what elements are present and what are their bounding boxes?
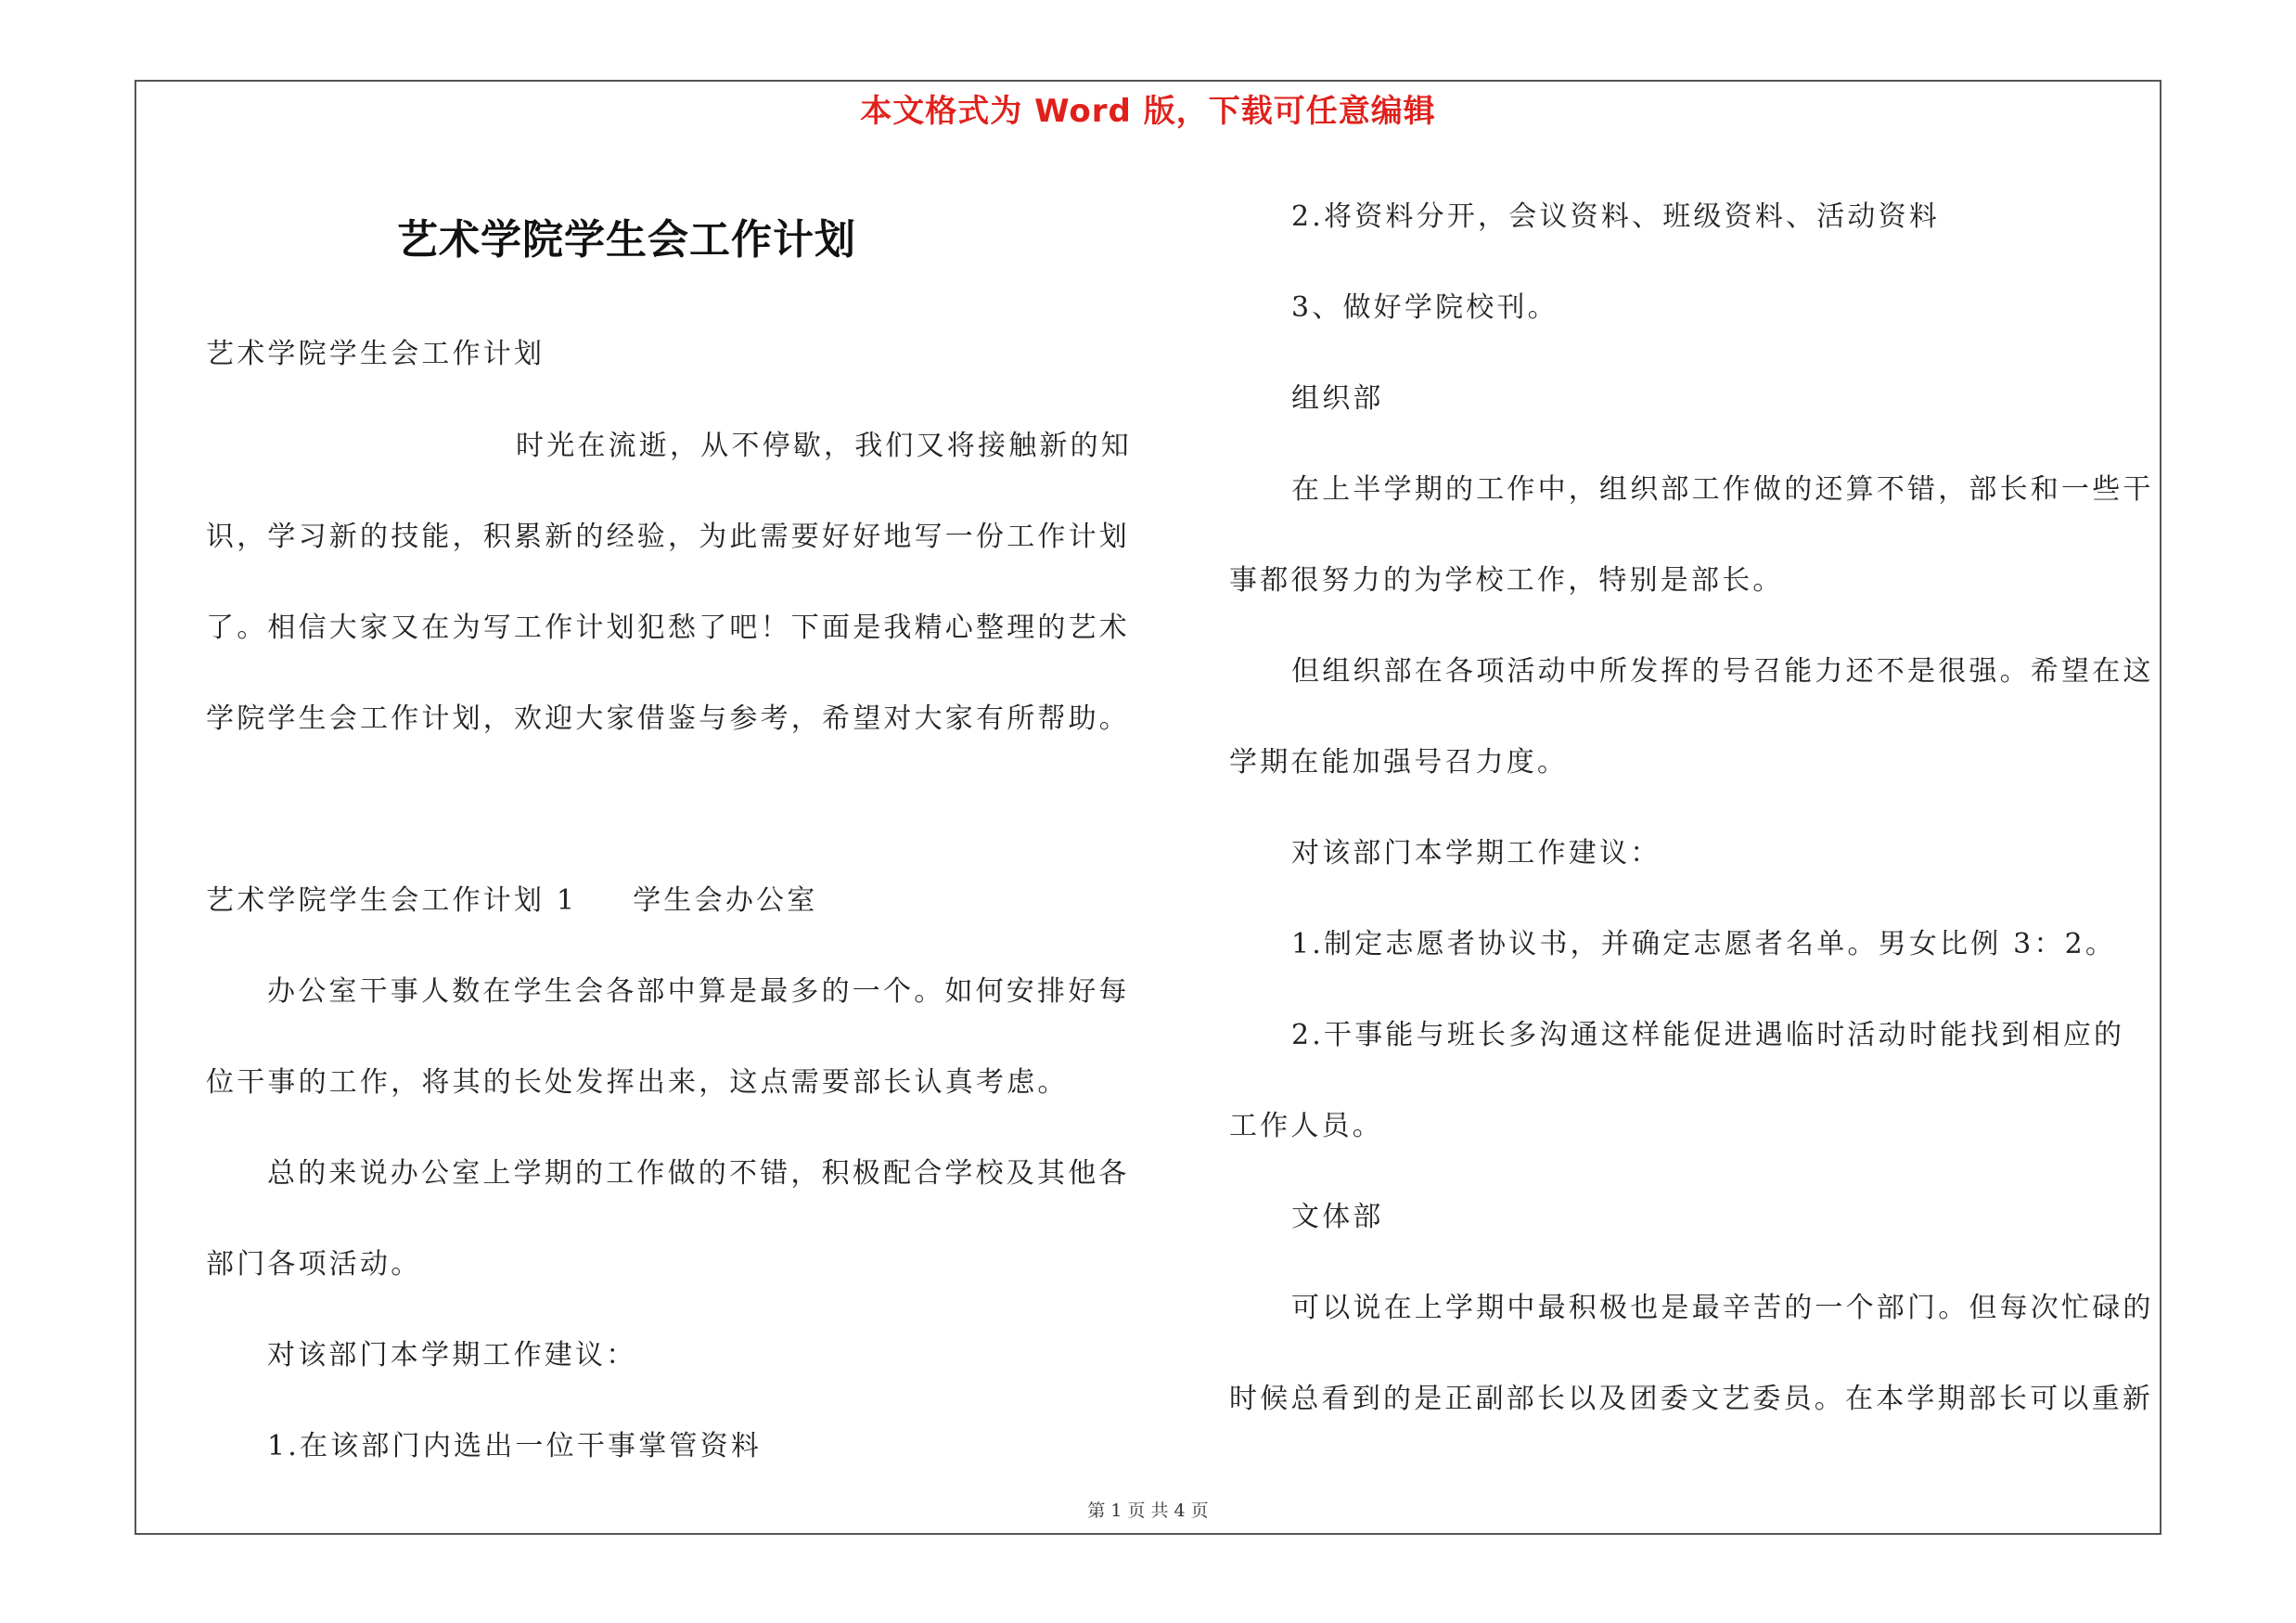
paragraph-line: 部门各项活动。	[206, 1248, 422, 1281]
header-notice: 本文格式为 Word 版，下载可任意编辑	[860, 93, 1436, 130]
paragraph-line: 学院学生会工作计划，欢迎大家借鉴与参考，希望对大家有所帮助。	[206, 702, 1130, 735]
paragraph-line: 时候总看到的是正副部长以及团委文艺委员。在本学期部长可以重新	[1229, 1383, 2153, 1415]
paragraph-line: 总的来说办公室上学期的工作做的不错，积极配合学校及其他各	[267, 1157, 1130, 1190]
paragraph-line: 1.在该部门内选出一位干事掌管资料	[267, 1430, 763, 1462]
department-name: 学生会办公室	[633, 884, 818, 917]
paragraph-line: 事都很努力的为学校工作，特别是部长。	[1229, 564, 1784, 597]
paragraph-line: 工作人员。	[1229, 1110, 1383, 1142]
section-heading-line	[206, 877, 817, 918]
page-footer: 第 1 页 共 4 页	[1087, 1501, 1209, 1521]
paragraph-line: 在上半学期的工作中，组织部工作做的还算不错，部长和一些干	[1291, 473, 2154, 506]
department-heading: 文体部	[1291, 1201, 1384, 1233]
paragraph-line: 2.将资料分开，会议资料、班级资料、活动资料	[1291, 200, 1941, 233]
paragraph-line: 位干事的工作，将其的长处发挥出来，这点需要部长认真考虑。	[206, 1066, 1069, 1099]
document-title: 艺术学院学生会工作计划	[397, 216, 856, 264]
paragraph-line: 学期在能加强号召力度。	[1229, 746, 1569, 779]
section-heading: 艺术学院学生会工作计划 1	[206, 884, 578, 917]
paragraph-line: 可以说在上学期中最积极也是最辛苦的一个部门。但每次忙碌的	[1291, 1292, 2154, 1324]
paragraph-line: 办公室干事人数在学生会各部中算是最多的一个。如何安排好每	[267, 975, 1130, 1008]
paragraph-line: 识，学习新的技能，积累新的经验，为此需要好好地写一份工作计划	[206, 521, 1130, 553]
paragraph-line: 对该部门本学期工作建议：	[267, 1339, 637, 1372]
paragraph-line: 3、做好学院校刊。	[1291, 291, 1558, 324]
paragraph-line: 艺术学院学生会工作计划	[206, 338, 545, 370]
paragraph-line: 时光在流逝，从不停歇，我们又将接触新的知	[516, 430, 1132, 462]
paragraph-line: 了。相信大家又在为写工作计划犯愁了吧！下面是我精心整理的艺术	[206, 612, 1130, 644]
paragraph-line: 1.制定志愿者协议书，并确定志愿者名单。男女比例 3：2。	[1291, 928, 2117, 960]
paragraph-line: 但组织部在各项活动中所发挥的号召能力还不是很强。希望在这	[1291, 655, 2154, 688]
paragraph-line: 2.干事能与班长多沟通这样能促进遇临时活动时能找到相应的	[1291, 1019, 2125, 1051]
paragraph-line: 对该部门本学期工作建议：	[1291, 837, 1661, 869]
department-heading: 组织部	[1291, 382, 1384, 415]
